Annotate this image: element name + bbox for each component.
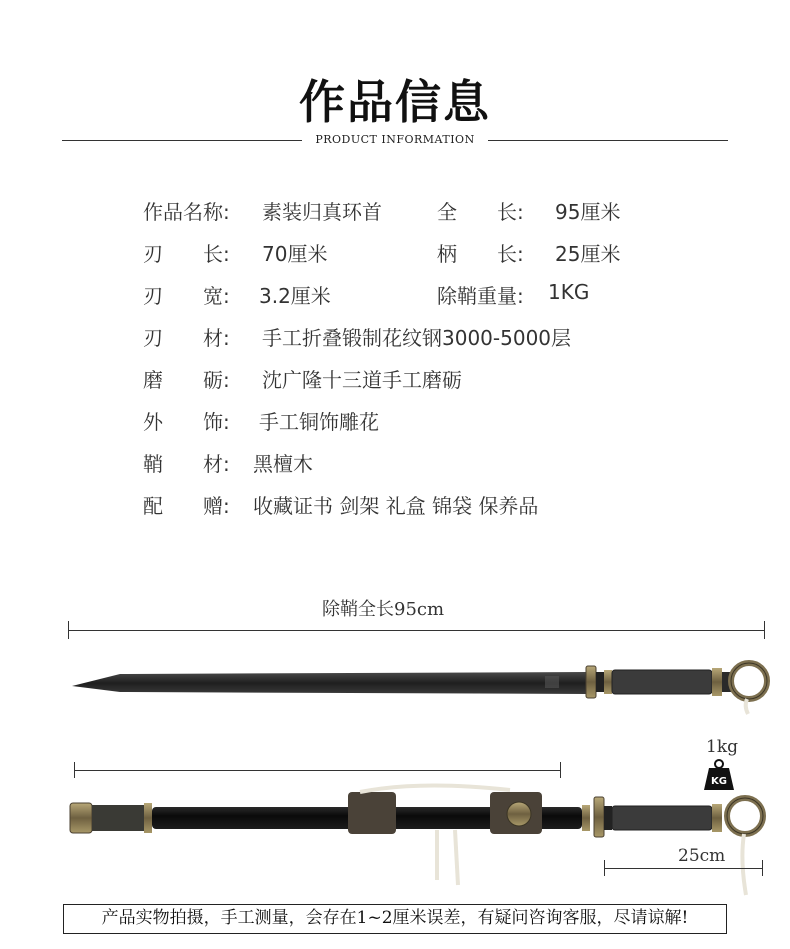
spec-handle-value: 25厘米 — [555, 242, 621, 266]
page-title: 作品信息 — [299, 75, 491, 129]
weight-icon — [704, 760, 734, 790]
spec-blade-length-value: 70厘米 — [262, 242, 328, 266]
spec-sheath-value: 黑檀木 — [253, 452, 313, 476]
handle-dimension-line — [604, 868, 762, 869]
spec-fitting-label: 外 饰: — [143, 410, 230, 434]
weight-badge-text: KG — [711, 776, 727, 787]
spec-weight-value: 1KG — [548, 280, 590, 304]
sheath-tick-left — [74, 762, 75, 778]
spec-polish-value: 沈广隆十三道手工磨砺 — [262, 368, 462, 392]
handle-length-label: 25cm — [678, 846, 726, 866]
spec-sheath-label: 鞘 材: — [143, 452, 230, 476]
spec-gift-value: 收藏证书 剑架 礼盒 锦袋 保养品 — [253, 494, 539, 518]
handle-tick-left — [604, 860, 605, 876]
spec-total-value: 95厘米 — [555, 200, 621, 224]
sheath-tick-right — [560, 762, 561, 778]
spec-name-label: 作品名称: — [143, 200, 230, 224]
spec-polish-label: 磨 砺: — [143, 368, 230, 392]
total-length-label: 除鞘全长95cm — [322, 599, 445, 620]
disclaimer-notice: 产品实物拍摄，手工测量，会存在1~2厘米误差，有疑问咨询客服，尽请谅解! — [63, 904, 727, 934]
spec-name-value: 素装归真环首 — [262, 200, 382, 224]
weight-label: 1kg — [706, 737, 738, 757]
spec-gift-label: 配 赠: — [143, 494, 230, 518]
sheath-dimension-line — [74, 770, 560, 771]
spec-blade-width-label: 刃 宽: — [143, 284, 230, 308]
spec-fitting-value: 手工铜饰雕花 — [259, 410, 379, 434]
spec-handle-label: 柄 长: — [437, 242, 524, 266]
unsheathed-sword — [72, 663, 767, 714]
spec-weight-label: 除鞘重量: — [437, 284, 524, 308]
spec-material-value: 手工折叠锻制花纹钢3000-5000层 — [262, 326, 572, 350]
handle-tick-right — [762, 860, 763, 876]
spec-total-label: 全 长: — [437, 200, 524, 224]
spec-blade-length-label: 刃 长: — [143, 242, 230, 266]
spec-blade-width-value: 3.2厘米 — [259, 284, 331, 308]
sheathed-sword — [70, 785, 763, 895]
spec-material-label: 刃 材: — [143, 326, 230, 350]
page-subtitle: PRODUCT INFORMATION — [315, 133, 475, 146]
